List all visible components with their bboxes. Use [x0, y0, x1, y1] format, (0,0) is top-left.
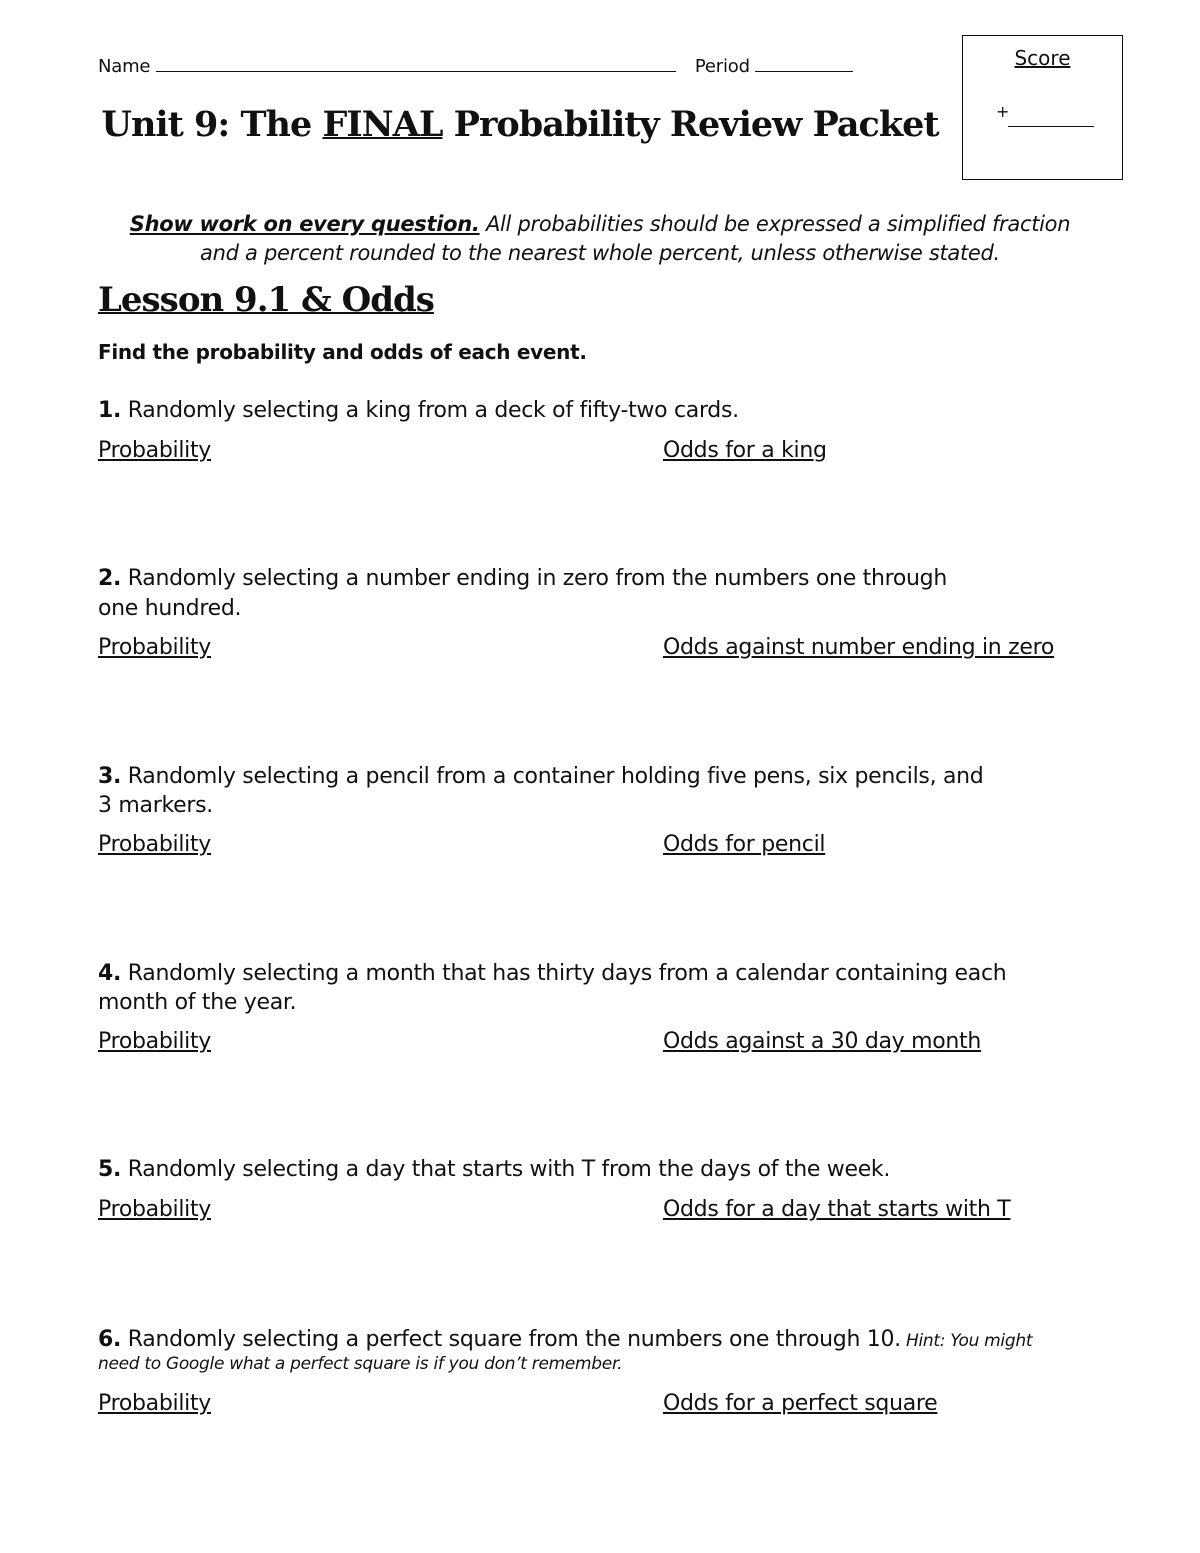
- score-plus: +: [996, 102, 1010, 121]
- question-hint: Hint: You might: [900, 1331, 1033, 1351]
- page-title: [0, 104, 1040, 145]
- question-3: [98, 762, 1200, 792]
- question-1: [98, 396, 1200, 426]
- name-label: Name: [98, 56, 151, 77]
- question-2-continued: one hundred.: [98, 596, 242, 621]
- odds-label: Odds against a 30 day month: [663, 1029, 981, 1054]
- question-number: 6.: [98, 1327, 122, 1352]
- probability-label: Probability: [98, 438, 211, 463]
- question-text: Randomly selecting a day that starts with T from the days of the week.: [121, 1157, 891, 1182]
- question-text: Randomly selecting a perfect square from the numbers one through 10.: [121, 1327, 901, 1352]
- question-number: 1.: [98, 398, 122, 423]
- question-text: Randomly selecting a king from a deck of fifty-two cards.: [121, 398, 739, 423]
- title-emphasis: FINAL: [322, 104, 443, 145]
- odds-label: Odds for a king: [663, 438, 827, 463]
- question-number: 2.: [98, 566, 122, 591]
- name-field[interactable]: [156, 70, 676, 72]
- instructions-emphasis: Show work on every question.: [129, 212, 480, 236]
- question-3-continued: 3 markers.: [98, 793, 213, 818]
- title-prefix: Unit 9: The: [101, 104, 323, 145]
- odds-label: Odds for a perfect square: [663, 1391, 938, 1416]
- probability-label: Probability: [98, 832, 211, 857]
- odds-label: Odds for a day that starts with T: [663, 1197, 1011, 1222]
- question-6-hint-continued: need to Google what a perfect square is if you don’t remember.: [98, 1354, 623, 1374]
- question-5: [98, 1155, 1200, 1185]
- lesson-subheading: Find the probability and odds of each event.: [98, 340, 587, 364]
- odds-label: Odds for pencil: [663, 832, 826, 857]
- instructions: [60, 210, 1140, 268]
- question-4-continued: month of the year.: [98, 990, 297, 1015]
- question-text: Randomly selecting a month that has thirty days from a calendar containing each: [121, 961, 1007, 986]
- title-suffix: Probability Review Packet: [442, 104, 939, 145]
- period-label: Period: [694, 56, 750, 77]
- period-field[interactable]: [755, 70, 853, 72]
- probability-label: Probability: [98, 1391, 211, 1416]
- score-label: Score: [1014, 46, 1071, 70]
- odds-label: Odds against number ending in zero: [663, 635, 1055, 660]
- question-2: [98, 564, 1200, 594]
- instructions-line1: All probabilities should be expressed a simplified fraction: [479, 212, 1071, 236]
- probability-label: Probability: [98, 635, 211, 660]
- lesson-heading: Lesson 9.1 & Odds: [98, 280, 434, 320]
- question-number: 3.: [98, 764, 122, 789]
- question-4: [98, 959, 1200, 989]
- question-text: Randomly selecting a number ending in zero from the numbers one through: [121, 566, 947, 591]
- question-text: Randomly selecting a pencil from a container holding five pens, six pencils, and: [121, 764, 984, 789]
- probability-label: Probability: [98, 1029, 211, 1054]
- question-number: 4.: [98, 961, 122, 986]
- question-number: 5.: [98, 1157, 122, 1182]
- instructions-line2: and a percent rounded to the nearest whole percent, unless otherwise stated.: [200, 241, 1000, 265]
- probability-label: Probability: [98, 1197, 211, 1222]
- name-period-row: [98, 56, 868, 84]
